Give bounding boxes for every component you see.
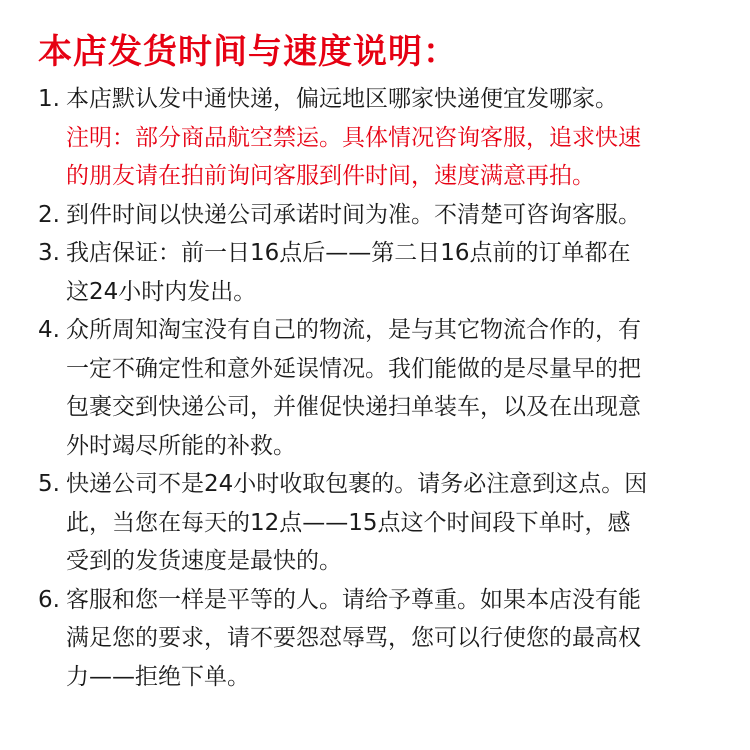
- item-line: 外时竭尽所能的补救。: [66, 432, 296, 459]
- list-item: [38, 80, 720, 196]
- list-item: [38, 465, 720, 581]
- item-line: 客服和您一样是平等的人。请给予尊重。如果本店没有能: [66, 586, 641, 613]
- note-line: 注明：部分商品航空禁运。具体情况咨询客服，追求快速: [66, 124, 641, 151]
- item-number: 6.: [38, 586, 60, 613]
- list-item: [38, 234, 720, 311]
- item-line: 我店保证：前一日16点后——第二日16点前的订单都在: [66, 240, 631, 266]
- item-text: [66, 80, 720, 196]
- item-text: [66, 465, 720, 581]
- item-line: 这24小时内发出。: [66, 278, 257, 305]
- item-line: 此，当您在每天的12点——15点这个时间段下单时，感: [66, 509, 631, 536]
- notice-list: [38, 80, 720, 696]
- list-item: [38, 581, 720, 697]
- item-line: 到件时间以快递公司承诺时间为准。不清楚可咨询客服。: [66, 201, 641, 228]
- item-text: [66, 196, 720, 235]
- item-line: 满足您的要求，请不要怨怼辱骂，您可以行使您的最高权: [66, 625, 641, 651]
- list-item: [38, 196, 720, 235]
- item-text: [66, 234, 720, 311]
- list-item: [38, 311, 720, 465]
- item-line: 一定不确定性和意外延误情况。我们能做的是尽量早的把: [66, 355, 641, 382]
- item-line: 众所周知淘宝没有自己的物流，是与其它物流合作的，有: [66, 317, 641, 343]
- item-line: 本店默认发中通快递，偏远地区哪家快递便宜发哪家。: [66, 86, 618, 112]
- item-line: 受到的发货速度是最快的。: [66, 548, 342, 574]
- item-number: 3.: [38, 240, 60, 266]
- item-line: 包裹交到快递公司，并催促快递扫单装车，以及在出现意: [66, 394, 641, 420]
- item-line: 快递公司不是24小时收取包裹的。请务必注意到这点。因: [66, 471, 648, 497]
- item-text: [66, 311, 720, 465]
- item-text: [66, 581, 720, 697]
- page-title: 本店发货时间与速度说明：: [38, 32, 458, 72]
- item-number: 2.: [38, 201, 60, 228]
- item-line: 力——拒绝下单。: [66, 663, 250, 690]
- item-number: 1.: [38, 86, 60, 112]
- item-number: 4.: [38, 317, 60, 343]
- note-line: 的朋友请在拍前询问客服到件时间，速度满意再拍。: [66, 163, 595, 189]
- item-number: 5.: [38, 471, 60, 497]
